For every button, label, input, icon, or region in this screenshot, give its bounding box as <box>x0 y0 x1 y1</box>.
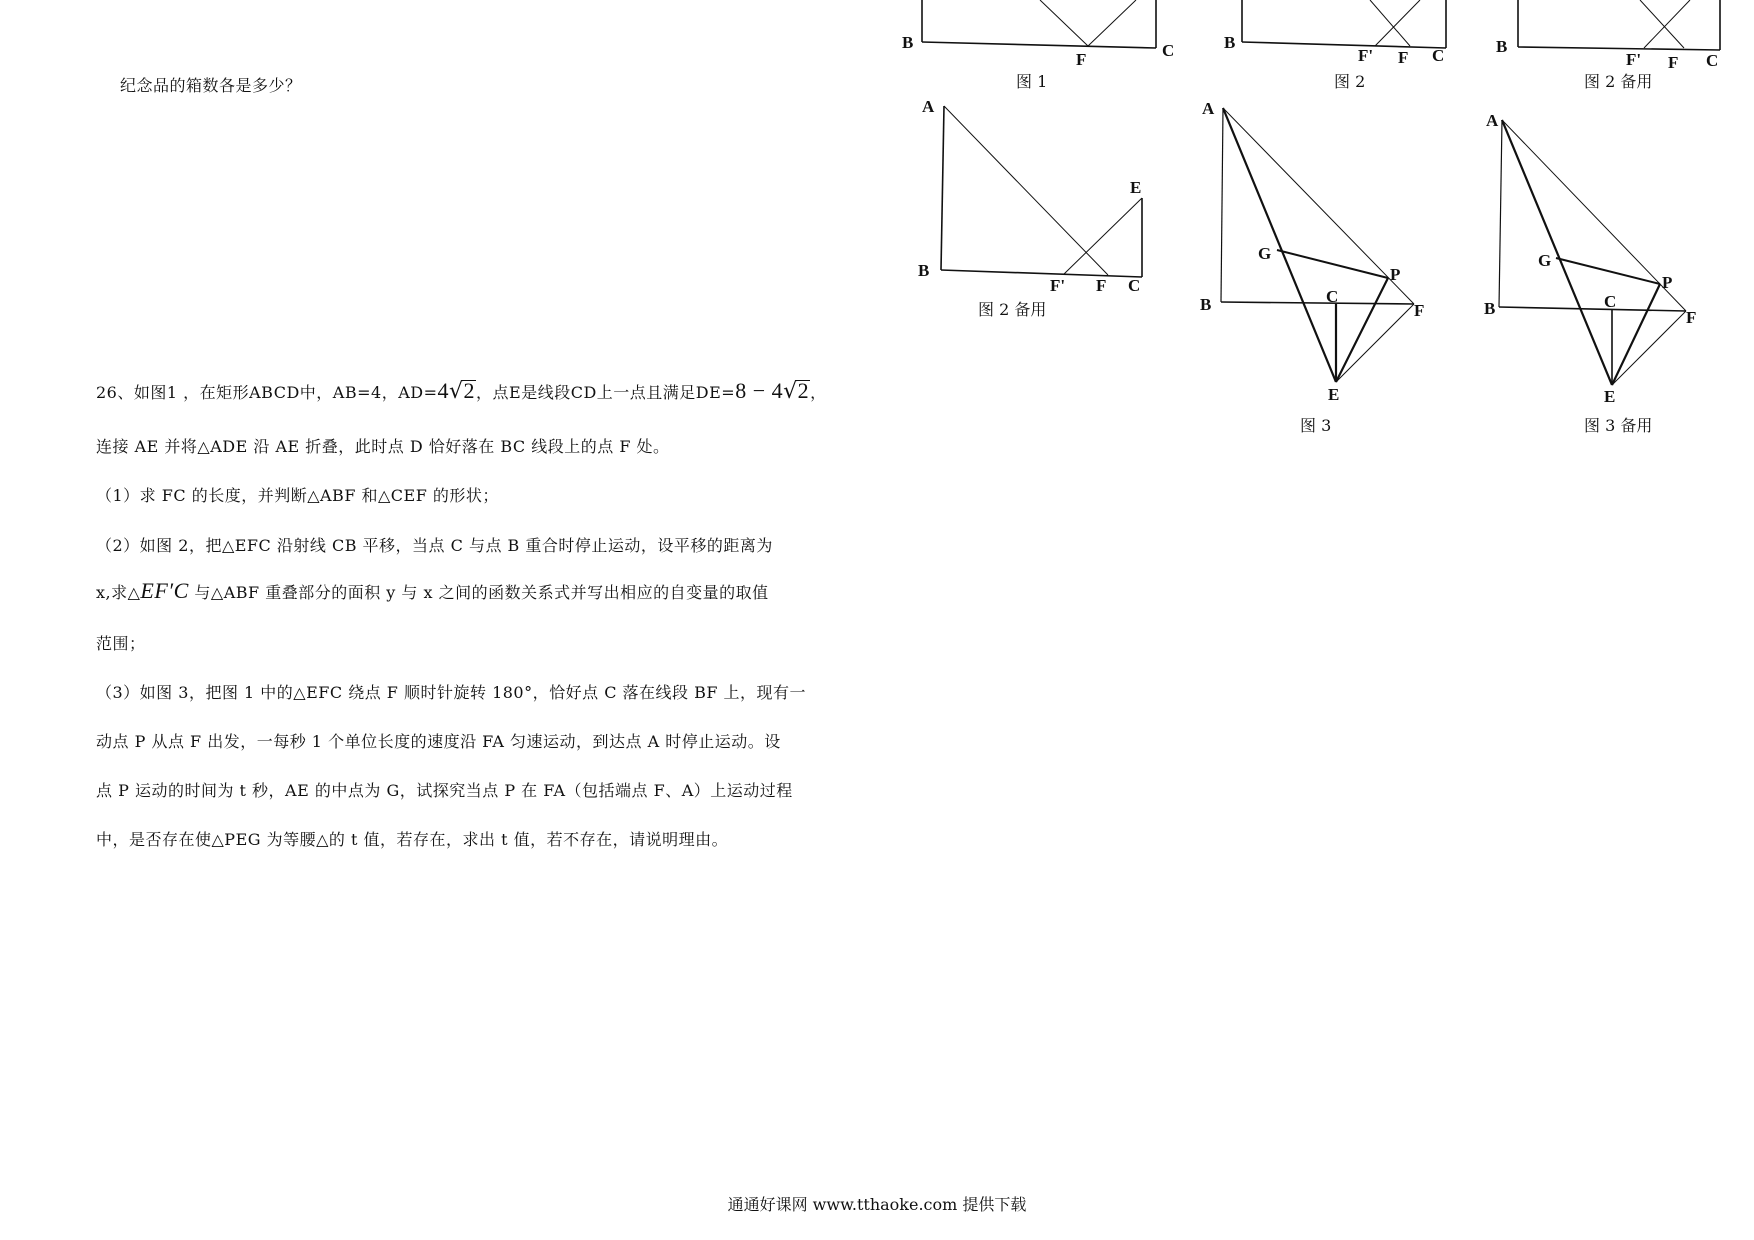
fig1-caption: 图 1 <box>1016 72 1048 91</box>
fig3-label-a: A <box>1202 99 1215 118</box>
fig3b-label-e: E <box>1604 387 1616 406</box>
fig3-label-e: E <box>1328 385 1340 404</box>
fig2-label-c: C <box>1432 46 1445 65</box>
figure-3 <box>1221 108 1414 382</box>
fig3-label-g: G <box>1258 244 1272 263</box>
fig3b-label-p: P <box>1662 273 1673 292</box>
q26-part3-line1: （3）如图 3，把图 1 中的△EFC 绕点 F 顺时针旋转 180°，恰好点 C 落在线段 BF 上，现有一 <box>96 683 807 702</box>
fig2b-label-b: B <box>918 261 930 280</box>
fig3b-label-c: C <box>1604 292 1617 311</box>
de-expression: 8 − 4 <box>735 378 784 403</box>
fig2b-label-fprime: F' <box>1050 276 1066 295</box>
q26-line1-prefix: 26、如图1 ，在矩形ABCD中，AB=4，AD= <box>96 383 438 402</box>
figure-2-backup-top <box>1518 0 1720 50</box>
fig2b-top-label-b: B <box>1496 37 1508 56</box>
fig2-caption: 图 2 <box>1334 72 1366 91</box>
fig3b-caption: 图 3 备用 <box>1584 416 1653 435</box>
figure-2 <box>1242 0 1446 48</box>
de-radicand: 2 <box>797 378 810 403</box>
fig2b-label-a: A <box>922 97 935 116</box>
fig2b-label-e: E <box>1130 178 1142 197</box>
figure-3-backup <box>1499 120 1686 385</box>
q26-part2-line3: 范围； <box>96 634 146 653</box>
ad-coefficient: 4 <box>437 378 449 403</box>
q26-line1-middle: ，点E是线段CD上一点且满足DE= <box>476 383 736 402</box>
figure-1 <box>922 0 1156 48</box>
sqrt-symbol: √ <box>449 379 464 404</box>
q26-part3-line4: 中，是否存在使△PEG 为等腰△的 t 值，若存在，求出 t 值，若不存在，请说明理由。 <box>96 830 729 849</box>
fig2b-top-label-f: F <box>1668 53 1679 72</box>
fig2b-label-f: F <box>1096 276 1107 295</box>
fig1-label-f: F <box>1076 50 1087 69</box>
q26-line2: 连接 AE 并将△ADE 沿 AE 折叠，此时点 D 恰好落在 BC 线段上的点 F 处。 <box>96 437 670 456</box>
q26-part3-line3: 点 P 运动的时间为 t 秒，AE 的中点为 G，试探究当点 P 在 FA（包括端点 F、A）上运动过程 <box>96 781 793 800</box>
fig3-label-f: F <box>1414 301 1425 320</box>
q26-part2-prefix: x,求△ <box>96 583 141 602</box>
fig2b-top-caption: 图 2 备用 <box>1584 72 1653 91</box>
q26-part2-line1: （2）如图 2，把△EFC 沿射线 CB 平移，当点 C 与点 B 重合时停止运动，设平移的距离为 <box>96 536 773 555</box>
previous-question-tail: 纪念品的箱数各是多少？ <box>120 76 302 95</box>
triangle-efc-math: EF′C <box>140 578 189 603</box>
fig3b-label-g: G <box>1538 251 1552 270</box>
fig3b-label-a: A <box>1486 111 1499 130</box>
q26-part3-line2: 动点 P 从点 F 出发，一每秒 1 个单位长度的速度沿 FA 匀速运动，到达点 A 时停止运动。设 <box>96 732 781 751</box>
fig2-label-b: B <box>1224 33 1236 52</box>
fig1-label-b: B <box>902 33 914 52</box>
fig3-caption: 图 3 <box>1300 416 1332 435</box>
fig2-label-f: F <box>1398 48 1409 67</box>
fig3-label-p: P <box>1390 265 1401 284</box>
fig3b-label-f: F <box>1686 308 1697 327</box>
footer-credit: 通通好课网 www.tthaoke.com 提供下载 <box>727 1195 1027 1214</box>
fig3-label-c: C <box>1326 287 1339 306</box>
fig2b-top-label-fprime: F' <box>1626 50 1642 69</box>
fig2b-top-label-c: C <box>1706 51 1719 70</box>
q26-line1-suffix: ， <box>810 383 827 402</box>
fig2b-caption: 图 2 备用 <box>978 300 1047 319</box>
q26-part2-suffix: 与△ABF 重叠部分的面积 y 与 x 之间的函数关系式并写出相应的自变量的取值 <box>188 583 769 602</box>
ad-radicand: 2 <box>463 378 476 403</box>
fig1-label-c: C <box>1162 41 1175 60</box>
fig2b-label-c: C <box>1128 276 1141 295</box>
figure-2-backup <box>941 106 1142 277</box>
q26-part1: （1）求 FC 的长度，并判断△ABF 和△CEF 的形状； <box>96 486 499 505</box>
fig3b-label-b: B <box>1484 299 1496 318</box>
sqrt-symbol: √ <box>783 379 798 404</box>
fig2-label-fprime: F' <box>1358 46 1374 65</box>
fig3-label-b: B <box>1200 295 1212 314</box>
